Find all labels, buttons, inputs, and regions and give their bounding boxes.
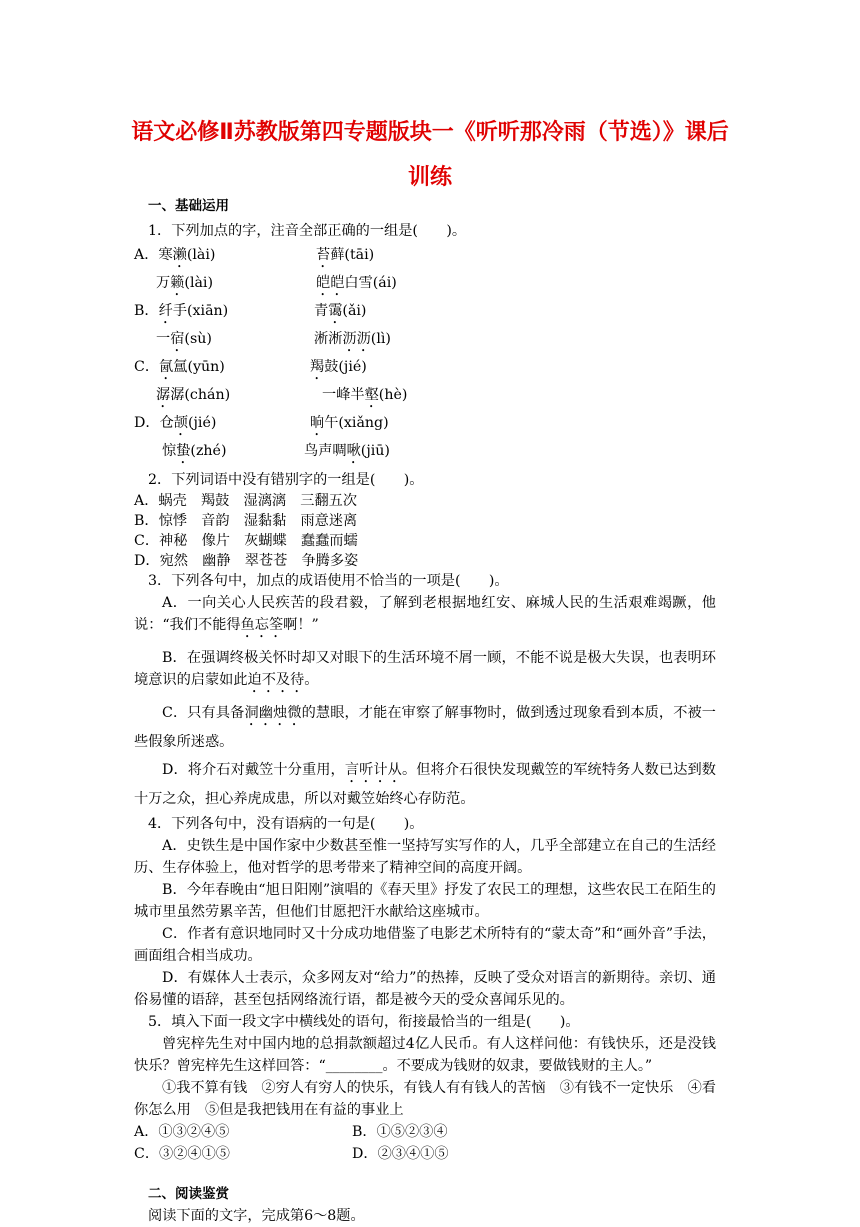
q2-option-a: A．蜗壳 羯鼓 湿漓漓 三翻五次 <box>134 493 358 510</box>
q1-a-word4: 白雪(ái) <box>344 275 397 292</box>
q1-d-word3: 惊 <box>162 443 177 460</box>
q1-b-label: B． <box>134 303 159 320</box>
q1-b-word4: 淅淅 <box>314 331 343 348</box>
q4-option-b: B．今年春晚由“旭日阳刚”演唱的《春天里》抒发了农民工的理想，这些农民工在陌生的城市里虽然劳累辛苦，但他们甘愿把汗水献给这座城市。 <box>134 882 716 921</box>
q1-d-dotted2: 晌 <box>310 415 325 432</box>
q1-a-dotted4: 皑皑 <box>316 275 345 292</box>
q1-b-pinyin4: (lì) <box>370 331 391 348</box>
q1-d-label: D． <box>134 415 160 432</box>
q1-c-dotted1: 氤 <box>159 359 174 376</box>
q1-d-pinyin3: (zhé) <box>190 443 227 460</box>
q1-a-dotted1: 濑 <box>172 247 187 264</box>
q3-a-idiom: 鱼忘筌 <box>240 617 284 634</box>
q1-a-word2: 藓 <box>330 247 345 264</box>
q1-option-b-row2 <box>134 327 716 355</box>
q4-option-c: C．作者有意识地同时又十分成功地借鉴了电影艺术所特有的“蒙太奇”和“画外音”手法，画面组合相当成功。 <box>134 926 716 965</box>
q3-b-text: B．在强调终极关怀时却又对眼下的生活环境不屑一顾，不能不说是极大失误，也表明环境意识的启蒙如此 <box>134 650 716 689</box>
q1-c-dotted2: 羯 <box>310 359 325 376</box>
q5-option-a: A．①③②④⑤ <box>134 1124 230 1141</box>
q1-d-pinyin4: (jiū) <box>360 443 390 460</box>
section1-heading: 一、基础运用 <box>148 198 229 214</box>
q1-c-dotted3: 潺 <box>156 387 171 404</box>
q1-c-pinyin4: (hè) <box>378 387 408 404</box>
q1-stem: 1．下列加点的字，注音全部正确的一组是( )。 <box>148 222 467 239</box>
q5-stem: 5．填入下面一段文字中横线处的语句，衔接最恰当的一组是( )。 <box>148 1014 580 1031</box>
q1-option-b-row1 <box>134 299 716 327</box>
q1-a-label: A． <box>134 247 159 264</box>
q1-b-dotted3: 宿 <box>170 331 185 348</box>
q1-d-word1: 仓 <box>159 415 174 432</box>
q1-a-pinyin1: (lài) <box>186 247 216 264</box>
document-body <box>134 194 716 1227</box>
q3-d-tail: 。但将介石很快发现戴笠的军统特务人数已达到数十万之众，担心养虎成患，所以对戴笠始终心存防范。 <box>134 762 716 808</box>
q1-c-word4: 一峰半 <box>322 387 365 404</box>
q3-c-idiom: 洞幽烛微 <box>244 705 302 722</box>
q3-option-c <box>134 700 716 755</box>
q1-c-word3: 潺(chán) <box>170 387 231 404</box>
q3-option-d <box>134 757 716 813</box>
q1-b-dotted1: 纤 <box>158 303 173 320</box>
document-title-line2: 训练 <box>407 165 452 190</box>
document-title-line1: 语文必修Ⅱ苏教版第四专题版块一《听听那冷雨（节选）》课后 <box>131 120 729 145</box>
q1-a-pinyin3: (lài) <box>184 275 214 292</box>
q2-option-b: B．惊悸 音韵 湿黏黏 雨意迷离 <box>134 513 358 530</box>
q1-b-pinyin3: (sù) <box>184 331 212 348</box>
q2-option-c: C．神秘 像片 灰蝴蝶 蠢蠢而蠕 <box>134 533 358 550</box>
q1-c-label: C． <box>134 359 160 376</box>
q1-b-dotted2: 霭 <box>328 303 343 320</box>
q5-passage: 曾宪梓先生对中国内地的总捐款额超过4亿人民币。有人这样问他：有钱快乐，还是没钱快乐？曾宪梓先生这样回答：“________。不要成为钱财的奴隶，要做钱财的主人。” <box>134 1036 716 1075</box>
q5-option-d: D．②③④①⑤ <box>352 1146 449 1163</box>
q1-c-word1: 氲(yūn) <box>173 359 225 376</box>
q1-a-dotted3: 籁 <box>170 275 185 292</box>
q3-d-idiom: 言听计从 <box>344 762 402 779</box>
q5-options-row2 <box>134 1143 716 1165</box>
q1-b-word2: 青 <box>314 303 329 320</box>
q1-d-word2: 午(xiǎng) <box>324 415 389 432</box>
q5-items: ①我不算有钱 ②穷人有穷人的快乐，有钱人有有钱人的苦恼 ③有钱不一定快乐 ④看你怎么用 ⑤但是我把钱用在有益的事业上 <box>134 1080 716 1119</box>
q1-b-word1: 手(xiān) <box>172 303 229 320</box>
q3-b-tail: 。 <box>304 672 319 689</box>
q1-a-word3: 万 <box>156 275 171 292</box>
q1-a-pinyin2: (tāi) <box>344 247 375 264</box>
q3-c-text: C．只有具备 <box>162 705 245 722</box>
q1-option-c-row2 <box>134 383 716 411</box>
q5-option-b: B．①⑤②③④ <box>352 1124 448 1141</box>
q1-d-dotted3: 蛰 <box>176 443 191 460</box>
q1-d-dotted1: 颉 <box>173 415 188 432</box>
q1-option-c-row1 <box>134 355 716 383</box>
q2-option-d: D．宛然 幽静 翠苍苍 争腾多姿 <box>134 553 359 570</box>
q1-d-word4: 鸟声啁 <box>304 443 347 460</box>
q5-options-row1 <box>134 1121 716 1143</box>
q1-b-dotted4: 沥沥 <box>342 331 371 348</box>
q5-option-c: C．③②④①⑤ <box>134 1146 230 1163</box>
q1-option-d-row1 <box>134 411 716 439</box>
q1-option-a-row1 <box>134 243 716 271</box>
q1-b-word3: 一 <box>156 331 171 348</box>
q3-d-text: D．将介石对戴笠十分重用， <box>162 762 345 779</box>
section2-heading: 二、阅读鉴赏 <box>148 1186 229 1203</box>
q4-stem: 4．下列各句中，没有语病的一句是( )。 <box>148 816 424 833</box>
q3-a-text: A．一向关心人民疾苦的段君毅，了解到老根据地红安、麻城人民的生活艰难竭蹶，他说：“我们不能得 <box>134 595 716 634</box>
q1-c-dotted4: 壑 <box>364 387 379 404</box>
q1-a-word1: 寒 <box>158 247 173 264</box>
section2-intro: 阅读下面的文字，完成第6～8题。 <box>148 1208 365 1225</box>
q3-stem: 3．下列各句中，加点的成语使用不恰当的一项是( )。 <box>148 573 509 590</box>
q3-option-a <box>134 592 716 641</box>
q2-stem: 2．下列词语中没有错别字的一组是( )。 <box>148 472 424 489</box>
q1-c-word2: 鼓(jié) <box>324 359 367 376</box>
q3-a-tail: 啊！” <box>283 617 319 634</box>
q3-b-idiom: 迫不及待 <box>247 672 305 689</box>
q4-option-d: D．有媒体人士表示，众多网友对“给力”的热捧，反映了受众对语言的新期待。亲切、通俗易懂的语辞，甚至包括网络流行语，都是被今天的受众喜闻乐见的。 <box>134 970 716 1009</box>
q1-option-a-row2 <box>134 271 716 299</box>
q1-d-pinyin1: (jié) <box>187 415 217 432</box>
q4-option-a: A．史铁生是中国作家中少数甚至惟一坚持写实写作的人，几乎全部建立在自己的生活经历、生存体验上，他对哲学的思考带来了精神空间的高度开阔。 <box>134 838 716 877</box>
q1-d-dotted4: 啾 <box>346 443 361 460</box>
q3-c-tail: 的慧眼，才能在审察了解事物时，做到透过现象看到本质，不被一些假象所迷惑。 <box>134 705 716 751</box>
q1-b-pinyin2: (ǎi) <box>342 303 367 320</box>
q1-option-d-row2 <box>134 439 716 467</box>
q1-a-dotted2: 苔 <box>316 247 331 264</box>
section-gap <box>134 1165 716 1183</box>
q3-option-b <box>134 647 716 696</box>
